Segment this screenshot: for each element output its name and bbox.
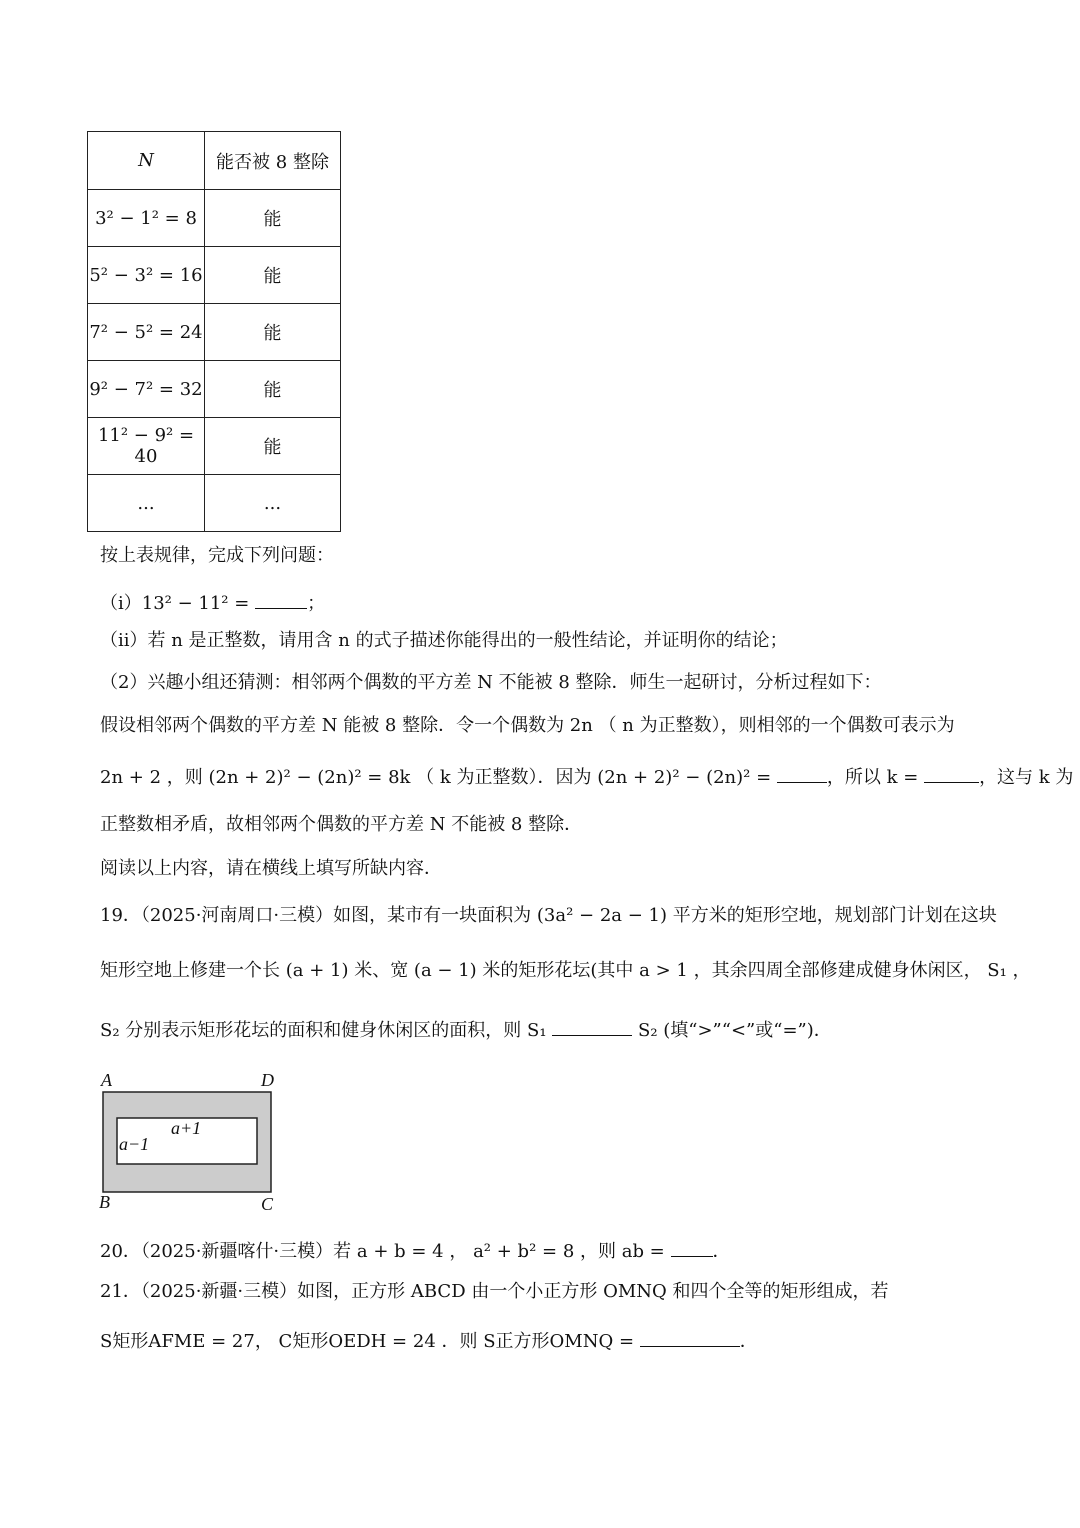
table-row — [88, 190, 341, 247]
p21-b-part2: ． — [739, 1331, 758, 1352]
q2-b-part3: ，这与 k 为 — [979, 767, 1074, 788]
table-header-n: N — [88, 132, 205, 190]
problem-21-line-b — [100, 1328, 758, 1353]
problem-19-line-b: 矩形空地上修建一个长 (a + 1) 米、宽 (a − 1) 米的矩形花坛(其中 a > 1 ，其余四周全部修建成健身休闲区， S₁ ， — [100, 960, 1031, 981]
p20-part1: 20．（2025·新疆喀什·三模）若 a + b = 4 ， a² + b² = 8 ，则 ab = — [100, 1241, 671, 1262]
label-c: C — [261, 1194, 274, 1214]
read-instruction: 阅读以上内容，请在横线上填写所缺内容． — [100, 858, 442, 879]
divisibility-table — [87, 131, 341, 532]
table-row — [88, 475, 341, 532]
question-2-line-c: 正整数相矛盾，故相邻两个偶数的平方差 N 不能被 8 整除． — [100, 814, 583, 835]
problem-19-line-a: 19．（2025·河南周口·三模）如图，某市有一块面积为 (3a² − 2a − 1) 平方米的矩形空地，规划部门计划在这块 — [100, 905, 997, 926]
table-cell-ans: 能 — [205, 361, 341, 418]
q2-b-part2: ，所以 k = — [826, 767, 925, 788]
table-cell-expr: ... — [88, 475, 205, 532]
table-row — [88, 304, 341, 361]
p21-b-part1: S矩形AFME = 27， C矩形OEDH = 24 ．则 S正方形OMNQ = — [100, 1331, 640, 1352]
p20-part2: ． — [712, 1241, 731, 1262]
problem-21-line-a: 21．（2025·新疆·三模）如图，正方形 ABCD 由一个小正方形 OMNQ 和四个全等的矩形组成，若 — [100, 1281, 889, 1302]
table-row — [88, 247, 341, 304]
table-cell-expr: 3² − 1² = 8 — [88, 190, 205, 247]
problem-19-line-c — [100, 1017, 832, 1042]
question-ii: （ⅱ）若 n 是正整数，请用含 n 的式子描述你能得出的一般性结论，并证明你的结论； — [100, 630, 788, 651]
table-cell-ans: 能 — [205, 304, 341, 361]
question-2-line-a: 假设相邻两个偶数的平方差 N 能被 8 整除．令一个偶数为 2n （ n 为正整数），则相邻的一个偶数可表示为 — [100, 715, 955, 736]
intro-text: 按上表规律，完成下列问题： — [100, 545, 334, 566]
answer-blank[interactable] — [671, 1238, 713, 1257]
table-row — [88, 418, 341, 475]
q2-b-part1: 2n + 2 ，则 (2n + 2)² − (2n)² = 8k （ k 为正整数）．因为 (2n + 2)² − (2n)² = — [100, 767, 777, 788]
table-cell-expr: 7² − 5² = 24 — [88, 304, 205, 361]
p19-c-part2: S₂ (填“>”“<”或“=”)． — [632, 1020, 832, 1041]
question-2-line-b — [100, 764, 1073, 789]
label-d: D — [261, 1070, 274, 1090]
p19-c-part1: S₂ 分别表示矩形花坛的面积和健身休闲区的面积，则 S₁ — [100, 1020, 553, 1041]
answer-blank[interactable] — [640, 1328, 740, 1347]
table-row — [88, 361, 341, 418]
table-cell-ans: 能 — [205, 247, 341, 304]
table-header-row — [88, 132, 341, 190]
table-cell-ans: 能 — [205, 418, 341, 475]
table-cell-ans: ... — [205, 475, 341, 532]
answer-blank[interactable] — [255, 590, 307, 609]
table-cell-expr: 11² − 9² = 40 — [88, 418, 205, 475]
label-inner-length: a+1 — [171, 1118, 202, 1138]
question-i-text: （ⅰ）13² − 11² = — [100, 593, 256, 614]
problem-20 — [100, 1238, 731, 1263]
question-i — [100, 590, 325, 615]
label-inner-width: a−1 — [119, 1134, 150, 1154]
label-b: B — [99, 1192, 110, 1212]
label-a: A — [101, 1070, 112, 1090]
answer-blank[interactable] — [552, 1017, 632, 1036]
table-header-divisible: 能否被 8 整除 — [205, 132, 341, 190]
table-cell-expr: 5² − 3² = 16 — [88, 247, 205, 304]
answer-blank[interactable] — [777, 764, 827, 783]
table-cell-expr: 9² − 7² = 32 — [88, 361, 205, 418]
answer-blank[interactable] — [924, 764, 979, 783]
table-cell-ans: 能 — [205, 190, 341, 247]
question-i-end: ； — [307, 593, 326, 614]
question-2: （2）兴趣小组还猜测：相邻两个偶数的平方差 N 不能被 8 整除．师生一起研讨，分析过程如下： — [100, 672, 882, 693]
rectangle-figure — [95, 1070, 295, 1215]
